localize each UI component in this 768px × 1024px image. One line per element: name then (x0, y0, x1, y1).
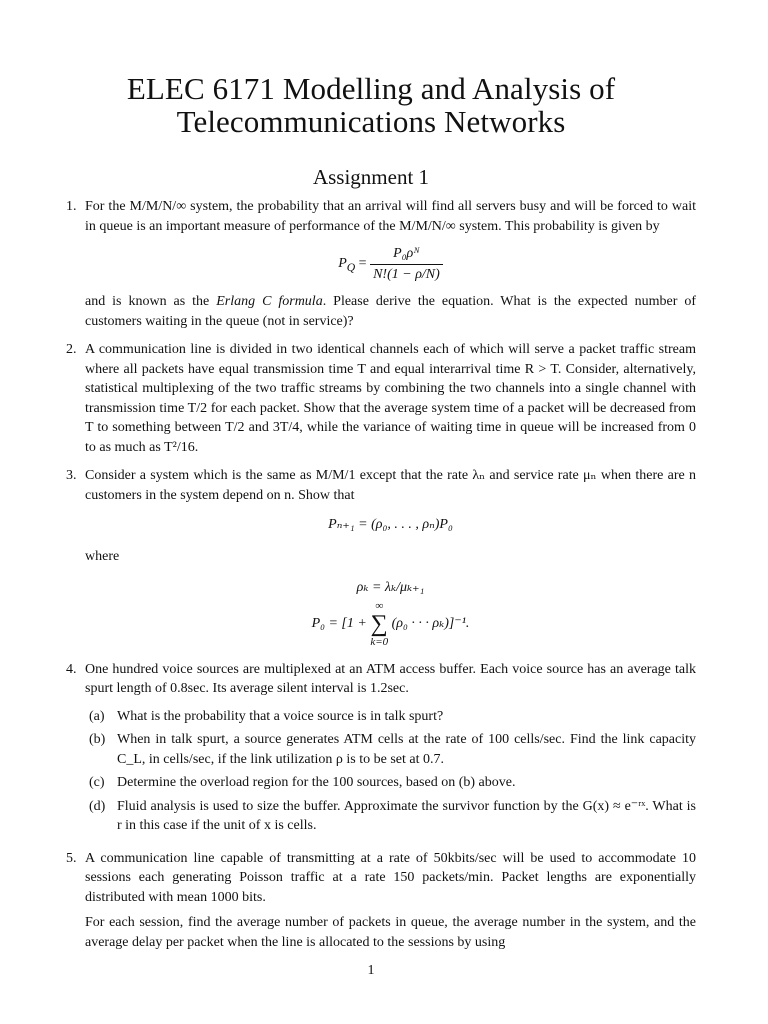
sub-question-text: Determine the overload region for the 100 sources, based on (b) above. (117, 775, 516, 790)
question-3 (60, 466, 696, 648)
followup-text-b: . Please derive the equation. What is the expected number of customers waiting in the queue (not in service)? (85, 294, 696, 329)
question-followup (85, 292, 696, 331)
sub-question-c (85, 773, 696, 793)
sub-question-b (85, 730, 696, 769)
title-line-2: Telecommunications Networks (176, 104, 566, 139)
sum-upper: ∞ (375, 599, 384, 612)
sub-question-text: Fluid analysis is used to size the buffer. Approximate the survivor function by the G(x) ≈ e⁻ʳˣ. What is r in this case if the unit of x is cells. (117, 798, 696, 833)
question-text: Consider a system which is the same as M/M/1 except that the rate λₙ and service rate μₙ when there are n customers in the system depend on n. Show that (85, 468, 696, 503)
erlang-c-equation: $P_Q$ = $\frac{\text{P₀ρᴺ}}{N!(1 - \rho/N)}$ (85, 244, 696, 284)
sum-lower: k=0 (370, 635, 389, 648)
question-4 (60, 660, 696, 836)
question-number: 2. (66, 342, 77, 357)
question-2 (60, 340, 696, 457)
sub-question-label: (b) (89, 732, 106, 747)
question-1 (60, 197, 696, 331)
sub-question-list (85, 707, 696, 836)
question-5 (60, 849, 696, 953)
equation-numerator: P₀ρᴺ (370, 244, 443, 265)
sub-question-text: When in talk spurt, a source generates ATM cells at the rate of 100 cells/sec. Find the link capacity C_L, in cells/sec, if the link utilization ρ is to be set at 0.7. (117, 732, 696, 767)
question-text: For the M/M/N/∞ system, the probability that an arrival will find all servers busy and will be forced to wait in queue is an important measure of performance of the M/M/N/∞ system. This probability is given by (85, 199, 696, 234)
sub-question-label: (a) (89, 708, 105, 724)
where-label: where (85, 548, 120, 564)
equation-p0 (85, 600, 696, 648)
sub-question-a (85, 707, 696, 727)
p0-lhs: P₀ = [1 + (311, 615, 367, 631)
title-line-1: ELEC 6171 Modelling and Analysis of (126, 71, 616, 106)
question-number: 1. (66, 199, 77, 214)
question-text: A communication line capable of transmitting at a rate of 50kbits/sec will be used to accommodate 10 sessions each generating Poisson traffic at a rate 150 packets/min. Packet lengths are exponentially distributed with mean 1000 bits. (85, 850, 696, 905)
question-number: 5. (66, 850, 77, 866)
formula-name: Erlang C formula (216, 294, 323, 309)
document-title (0, 72, 742, 138)
equation-pn1: Pₙ₊₁ = (ρ₀, . . . , ρₙ)P₀ (328, 517, 453, 532)
equation-fraction (370, 244, 443, 284)
sub-question-label: (c) (89, 775, 105, 790)
p0-rhs: (ρ₀ · · · ρₖ)]⁻¹. (391, 615, 470, 631)
question-text: One hundred voice sources are multiplexed at an ATM access buffer. Each voice source has an average talk spurt length of 0.8sec. Its average silent interval is 1.2sec. (85, 661, 696, 696)
equation-lhs: P (338, 256, 347, 272)
equation-denominator: N!(1 − ρ/N) (373, 266, 440, 282)
question-number: 4. (66, 661, 77, 677)
question-text: A communication line is divided in two identical channels each of which will serve a packet traffic stream where all packets have equal transmission time T and equal interarrival time R > T. Consider, alternatively, statistical multiplexing of the two traffic streams by combining the two channels into a single channel with transmission time T/2 for each packet. Show that the average system time of a packet will be decreased from T to something between T/2 and 3T/4, while the variance of waiting time in queue will be increased from 0 to as much as T²/16. (85, 342, 696, 455)
sub-question-text: What is the probability that a voice source is in talk spurt? (117, 708, 444, 724)
followup-text-a: and is known as the (85, 294, 217, 309)
assignment-heading: Assignment 1 (312, 165, 430, 189)
sum-symbol: ∑ (370, 610, 388, 637)
sub-question-d (85, 797, 696, 836)
page-number: 1 (367, 963, 375, 978)
equation-lhs-subscript: Q (346, 261, 356, 275)
equation-rho: ρₖ = λₖ/μₖ₊₁ (356, 580, 425, 595)
question-number: 3. (66, 468, 77, 483)
summation (370, 600, 388, 648)
question-list (60, 197, 696, 952)
question-text-continued: For each session, find the average number of packets in queue, the average number in the system, and the average delay per packet when the line is allocated to the sessions by using (85, 915, 696, 950)
sub-question-label: (d) (89, 798, 106, 814)
